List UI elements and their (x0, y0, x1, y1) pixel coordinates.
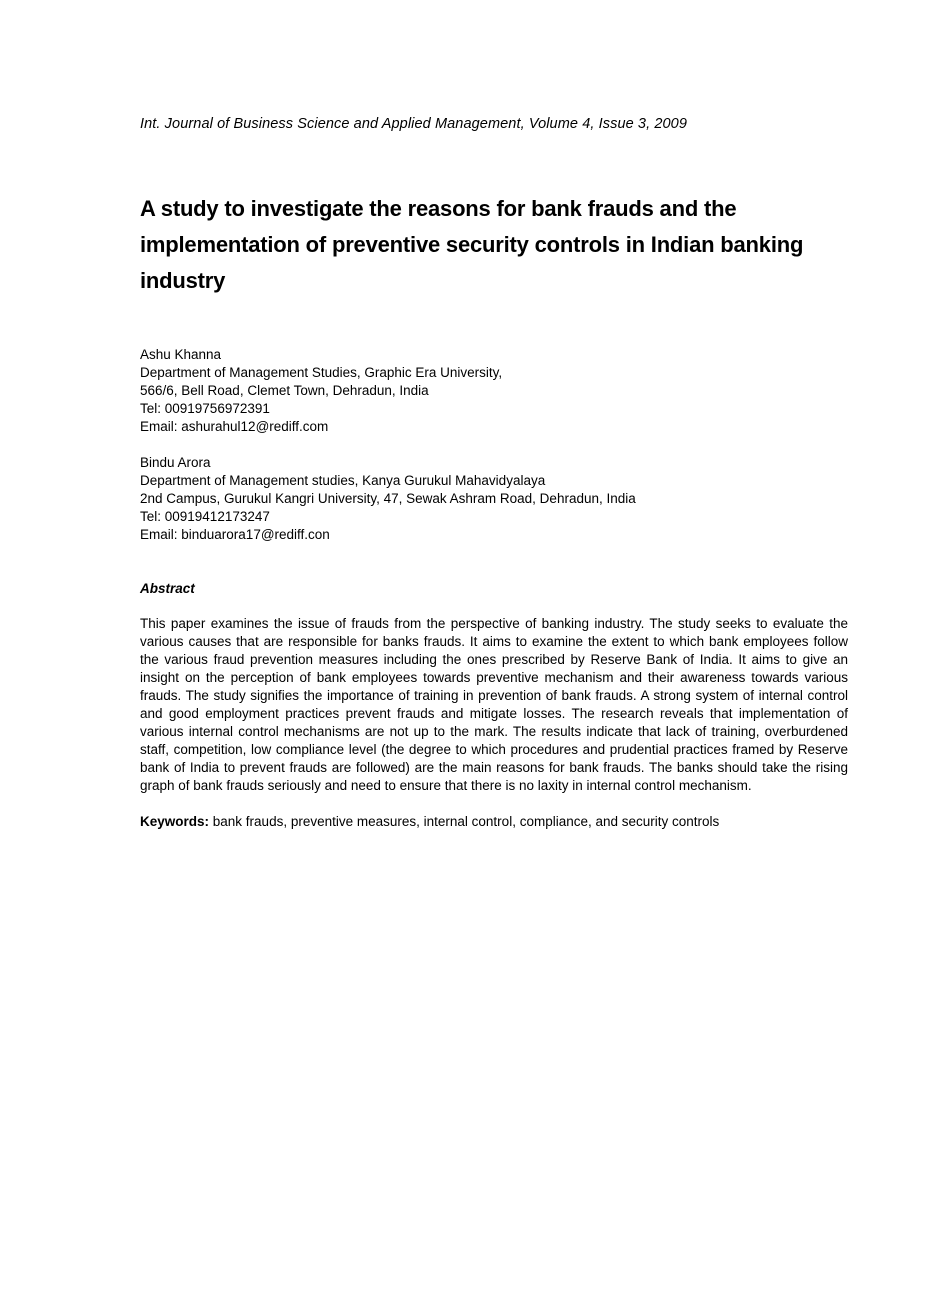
abstract-heading: Abstract (140, 581, 195, 596)
keywords-label: Keywords: (140, 814, 210, 829)
author-department: Department of Management studies, Kanya Gurukul Mahavidyalaya (140, 473, 546, 488)
author-email: Email: ashurahul12@rediff.com (140, 419, 329, 434)
keywords-text: bank frauds, preventive measures, internal control, compliance, and security controls (209, 814, 720, 829)
author-email: Email: binduarora17@rediff.con (140, 527, 330, 542)
author-name: Bindu Arora (140, 455, 211, 470)
author-tel: Tel: 00919412173247 (140, 509, 270, 524)
paper-title: A study to investigate the reasons for bank frauds and the implementation of preventive security controls in Indian banking industry (140, 196, 804, 293)
author-block-1 (140, 346, 848, 436)
abstract-text: This paper examines the issue of frauds from the perspective of banking industry. The study seeks to evaluate the various causes that are responsible for banks frauds. It aims to examine the extent to which bank employees follow the various fraud prevention measures including the ones prescribed by Reserve Bank of India. It aims to give an insight on the perception of bank employees towards preventive mechanism and their awareness towards various frauds. The study signifies the importance of training in prevention of bank frauds. A strong system of internal control and good employment practices prevent frauds and mitigate losses. The research reveals that implementation of various internal control mechanisms are not up to the mark. The results indicate that lack of training, overburdened staff, competition, low compliance level (the degree to which procedures and prudential practices framed by Reserve bank of India to prevent frauds are followed) are the main reasons for bank frauds. The banks should take the rising graph of bank frauds seriously and need to ensure that there is no laxity in internal control mechanism. (140, 616, 848, 793)
author-tel: Tel: 00919756972391 (140, 401, 270, 416)
author-department: Department of Management Studies, Graphic Era University, (140, 365, 503, 380)
author-address: 566/6, Bell Road, Clemet Town, Dehradun, India (140, 383, 429, 398)
author-block-2 (140, 454, 848, 544)
journal-header: Int. Journal of Business Science and Applied Management, Volume 4, Issue 3, 2009 (140, 116, 687, 132)
author-name: Ashu Khanna (140, 347, 222, 362)
author-address: 2nd Campus, Gurukul Kangri University, 47, Sewak Ashram Road, Dehradun, India (140, 491, 636, 506)
keywords-line (140, 813, 848, 831)
